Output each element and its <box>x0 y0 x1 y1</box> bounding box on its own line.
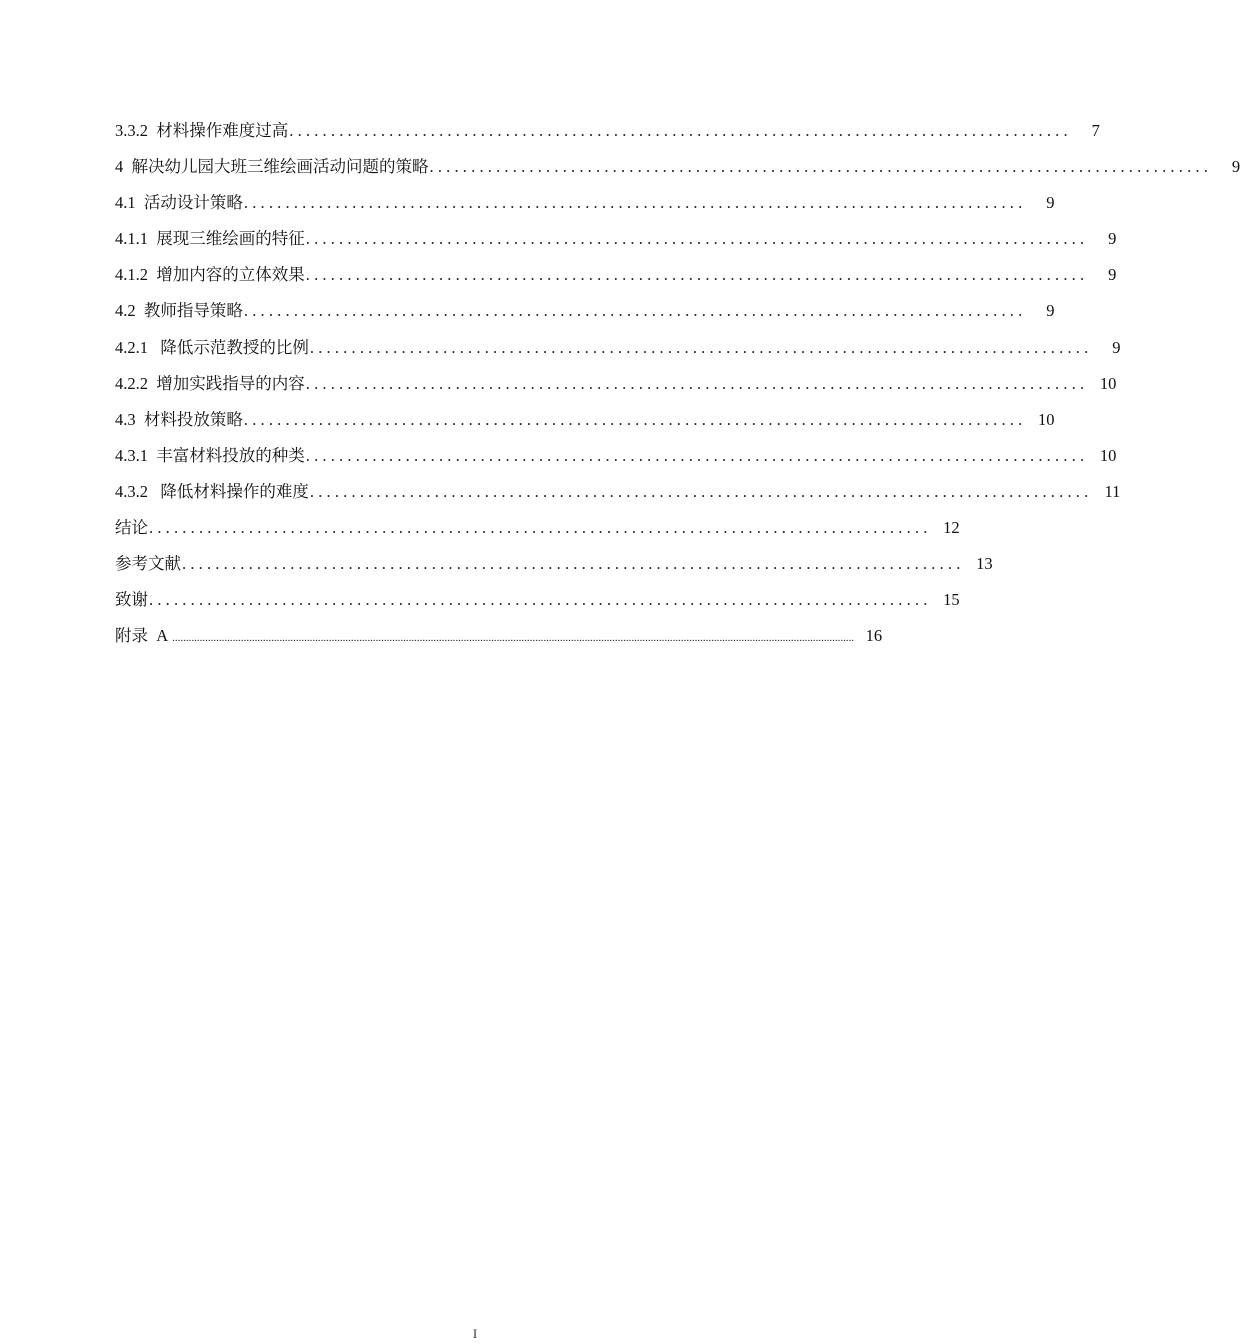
toc-entry-page: 9 <box>1112 337 1121 357</box>
toc-entry-title: 4.1.1 展现三维绘画的特征 <box>115 229 305 249</box>
toc-dot-leader: .............................................................................................. <box>309 337 1093 357</box>
toc-entry-page: 11 <box>1104 481 1121 501</box>
toc-entry-page: 9 <box>1108 265 1117 285</box>
toc-entry-page: 7 <box>1091 121 1100 140</box>
toc-entry-page: 10 <box>1099 373 1117 393</box>
toc-entry-conclusion[interactable] <box>115 514 960 550</box>
toc-entry-title: 4.3.1 丰富材料投放的种类 <box>115 445 305 465</box>
toc-entry-title: 附录 A <box>115 626 169 646</box>
toc-entry-title: 4.1.2 增加内容的立体效果 <box>115 265 305 285</box>
toc-entry-4-3[interactable] <box>115 406 1055 442</box>
toc-dot-leader: .............................................................................................. <box>243 193 1027 213</box>
toc-entry-references[interactable] <box>115 550 993 586</box>
toc-entry-page: 13 <box>976 554 993 574</box>
toc-entry-title: 4.2.1 降低示范教授的比例 <box>115 337 309 357</box>
toc-entry-appendix-a[interactable] <box>115 622 883 658</box>
toc-dot-leader: .............................................................................................. <box>305 265 1089 285</box>
toc-dot-leader: .............................................................................................. <box>182 554 965 574</box>
toc-entry-4-1[interactable] <box>115 189 1055 225</box>
toc-dot-leader: .............................................................................................. <box>305 373 1089 393</box>
toc-entry-title: 结论 <box>115 518 148 538</box>
toc-entry-4-1-2[interactable] <box>115 261 1117 297</box>
page-number-footer: I <box>472 1326 478 1341</box>
toc-entry-title: 4.3.2 降低材料操作的难度 <box>115 481 309 501</box>
toc-entry-title: 4.2.2 增加实践指导的内容 <box>115 373 305 393</box>
toc-entry-title: 致谢 <box>115 590 148 610</box>
toc-dot-leader: .............................................................................................. <box>289 121 1072 140</box>
toc-entry-4-2[interactable] <box>115 297 1055 333</box>
toc-entry-title: 4.1 活动设计策略 <box>115 193 243 213</box>
toc-dot-leader: .............................................................................................. <box>309 481 1093 501</box>
toc-entry-page: 9 <box>1231 157 1240 177</box>
toc-entry-4-1-1[interactable] <box>115 225 1117 261</box>
toc-entry-title: 参考文献 <box>115 554 181 574</box>
toc-entry-page: 10 <box>1099 445 1117 465</box>
toc-entry-page: 9 <box>1046 193 1055 213</box>
toc-dot-leader: .............................................................................................. <box>243 301 1027 321</box>
toc-entry-3-3-2[interactable] <box>115 117 1100 153</box>
toc-entry-title: 4.2 教师指导策略 <box>115 301 243 321</box>
toc-entry-4-2-1[interactable] <box>115 334 1121 370</box>
toc-entry-page: 12 <box>943 518 960 538</box>
toc-dot-leader: .............................................................................................. <box>305 445 1089 465</box>
toc-entry-acknowledgements[interactable] <box>115 586 960 622</box>
toc-dot-leader: .............................................................................................. <box>429 157 1213 177</box>
toc-entry-4-2-2[interactable] <box>115 370 1117 406</box>
toc-dot-leader: .............................................................................................. <box>305 229 1089 249</box>
toc-dot-leader: .............................................................................................. <box>149 590 932 610</box>
toc-entry-4-3-1[interactable] <box>115 442 1117 478</box>
toc-dot-leader: .............................................................................................. <box>243 409 1027 429</box>
toc-entry-page: 16 <box>865 626 883 646</box>
toc-entry-title: 3.3.2 材料操作难度过高 <box>115 121 289 140</box>
table-of-contents <box>115 117 1240 658</box>
toc-entry-page: 9 <box>1046 301 1055 321</box>
toc-entry-page: 10 <box>1037 409 1055 429</box>
toc-entry-4[interactable] <box>115 153 1240 189</box>
toc-dot-leader: .............................................................................................. <box>149 518 932 538</box>
toc-entry-title: 4.3 材料投放策略 <box>115 409 243 429</box>
toc-entry-page: 9 <box>1108 229 1117 249</box>
toc-dot-leader: ........................................................................................................................................................................................................................................................ <box>172 632 855 645</box>
toc-entry-page: 15 <box>943 590 960 610</box>
toc-entry-title: 4 解决幼儿园大班三维绘画活动问题的策略 <box>115 157 429 177</box>
toc-entry-4-3-2[interactable] <box>115 478 1121 514</box>
